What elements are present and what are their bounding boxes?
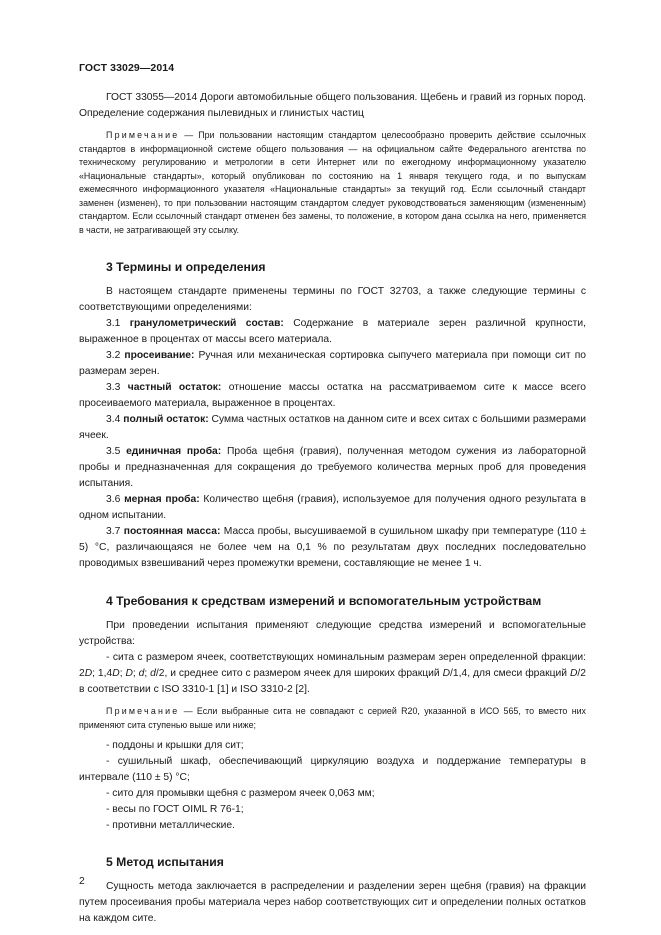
text-run: ; <box>144 668 151 679</box>
note-label: Примечание <box>106 706 180 716</box>
section-5-title: 5 Метод испытания <box>106 855 224 869</box>
section-3-intro: В настоящем стандарте применены термины по ГОСТ 32703, а также следующие термины с соответствующими определениями: <box>79 286 586 313</box>
italic-symbol: D <box>125 668 133 679</box>
list-item-sieves <box>79 650 586 698</box>
term-3-2 <box>79 348 586 380</box>
page-header-title: ГОСТ 33029—2014 <box>79 62 175 74</box>
note-text: — Если выбранные сита не совпадают с серией R20, указанной в ИСО 565, то вместо них применяют сита ступенью выше или ниже; <box>79 706 586 730</box>
term-3-1 <box>79 316 586 348</box>
term-definition: отношение массы остатка на рассматриваемом сите к массе всего просеиваемого материала, выраженное в процентах. <box>79 382 586 409</box>
document-body <box>79 90 586 927</box>
term-3-3 <box>79 380 586 412</box>
list-item: - поддоны и крышки для сит; <box>106 740 244 751</box>
text-run: ; 1,4 <box>92 668 113 679</box>
term-number: 3.4 <box>106 414 121 425</box>
term-3-7 <box>79 524 586 572</box>
list-item: - весы по ГОСТ OIML R 76-1; <box>106 804 244 815</box>
italic-symbol: D <box>112 668 120 679</box>
term-number: 3.5 <box>106 446 121 457</box>
term-3-6 <box>79 492 586 524</box>
term-name: единичная проба: <box>126 446 222 457</box>
term-name: постоянная масса: <box>123 526 221 537</box>
term-3-4 <box>79 412 586 444</box>
italic-symbol: D <box>569 668 578 679</box>
term-name: гранулометрический состав: <box>129 318 284 329</box>
section-4-intro: При проведении испытания применяют следующие средства измерений и вспомогательные устройства: <box>79 620 586 647</box>
term-number: 3.1 <box>106 318 121 329</box>
term-definition: Ручная или механическая сортировка сыпучего материала при помощи сит по размерам зерен. <box>79 350 586 377</box>
section-5-text: Сущность метода заключается в распределении и разделении зерен щебня (гравия) на фракции путем просеивания пробы материала через набор соответствующих сит и определении полных остатков на каждом сите. <box>79 881 586 924</box>
italic-symbol: D <box>84 668 93 679</box>
italic-symbol: d <box>150 668 156 679</box>
term-number: 3.2 <box>106 350 121 361</box>
page-number: 2 <box>79 876 85 887</box>
section-3-title: 3 Термины и определения <box>106 260 266 274</box>
list-item: - сито для промывки щебня с размером ячеек 0,063 мм; <box>106 788 375 799</box>
reference-note <box>79 129 586 237</box>
text-run: /1,4, для смеси фракций <box>450 668 570 679</box>
term-number: 3.3 <box>106 382 121 393</box>
italic-symbol: D <box>442 668 451 679</box>
term-number: 3.6 <box>106 494 121 505</box>
note-text: — При пользовании настоящим стандартом целесообразно проверить действие ссылочных стандартов в информационной системе общего пользования — на официальном сайте Федерального агентства по техническому регулированию и метрологии в сети Интернет или по ежегодному информационному указателю «Национальные стандарты», который опубликован по состоянию на 1 января текущего года, и по выпускам ежемесячного информационного указателя «Национальные стандарты» за текущий год. Если ссылочный стандарт заменен (изменен), то при пользовании настоящим стандартом следует руководствоваться заменяющим (измененным) стандартом. Если ссылочный стандарт отменен без замены, то положение, в котором дана ссылка на него, применяется в части, не затрагивающей эту ссылку. <box>79 130 586 235</box>
text-run: ; <box>119 668 126 679</box>
list-item: - сушильный шкаф, обеспечивающий циркуляцию воздуха и поддержание температуры в интервале (110 ± 5) °С; <box>79 756 586 783</box>
text-run: /2, и среднее сито с размером ячеек для широких фракций <box>155 668 443 679</box>
term-3-5 <box>79 444 586 492</box>
text-run: ; <box>132 668 139 679</box>
text-run: /2 в соответствии с ISO 3310-1 [1] и ISO 3310-2 [2]. <box>79 668 586 695</box>
term-name: полный остаток: <box>123 414 209 425</box>
section-4-title: 4 Требования к средствам измерений и вспомогательным устройствам <box>106 594 542 608</box>
term-name: частный остаток: <box>127 382 222 393</box>
note-label: Примечание <box>106 130 180 140</box>
term-definition: Проба щебня (гравия), полученная методом сужения из лабораторной пробы и предназначенная для сокращения до требуемого количества мерных проб для проведения испытания. <box>79 446 586 489</box>
text-run: - сита с размером ячеек, соответствующих номинальным размерам зерен определенной фракции: 2 <box>79 652 586 679</box>
term-name: просеивание: <box>124 350 195 361</box>
term-definition: Сумма частных остатков на данном сите и всех ситах с большими размерами ячеек. <box>79 414 586 441</box>
italic-symbol: d <box>138 668 145 679</box>
term-definition: Количество щебня (гравия), используемое для получения одного результата в одном испытании. <box>79 494 586 521</box>
gost-reference: ГОСТ 33055—2014 Дороги автомобильные общего пользования. Щебень и гравий из горных пород. Определение содержания пылевидных и глинистых частиц <box>79 92 586 119</box>
term-number: 3.7 <box>106 526 121 537</box>
list-item: - противни металлические. <box>106 820 235 831</box>
term-name: мерная проба: <box>124 494 200 505</box>
section-4-note <box>79 705 586 732</box>
term-definition: Содержание в материале зерен различной крупности, выраженное в процентах от массы всего материала. <box>79 318 587 345</box>
term-definition: Масса пробы, высушиваемой в сушильном шкафу при температуре (110 ± 5) °С, различающаяся не более чем на 0,1 % по результатам двух последних последовательно проводимых взвешиваний через промежутки времени, составляющие не менее 1 ч. <box>79 526 586 569</box>
